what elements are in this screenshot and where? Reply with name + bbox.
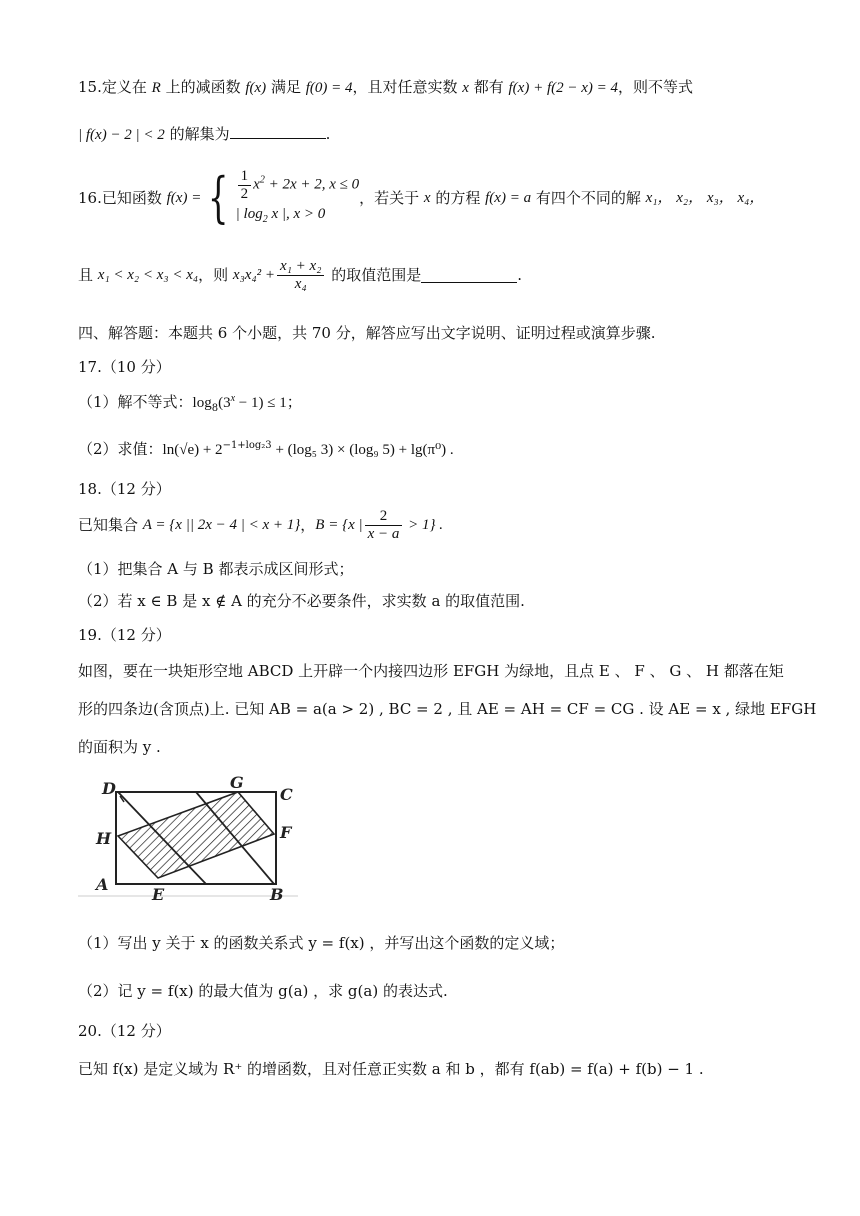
q17-part1: （1）解不等式：$\log_8(3^x - 1) \le 1$； — [78, 393, 302, 414]
q15-line2: | f(x) − 2 | < 2 的解集为 . — [78, 125, 331, 143]
q18-intro: 已知集合 A = {x || 2x − 4 | < x + 1}，B = {x | $\frac{2}{x - a}$ > 1} . — [78, 508, 444, 542]
fraction: $\frac{\text{x₁ + x₂}}{\text{x₄}}$ — [277, 258, 324, 292]
q16-line2: 且 x₁ < x₂ < x₃ < x₄，则 x₃x₄² + $\frac{\text{x₁ + x₂}}{\text{x₄}}$ 的取值范围是 . — [78, 258, 522, 292]
q19-part2: （2）记 y = f(x) 的最大值为 g(a) ，求 g(a) 的表达式. — [78, 982, 448, 1000]
q17-part2: （2）求值：$\ln(√e) + 2^{-1+log_23} + (\log_5$ 3) × (log₉ 5) + lg(π⁰) . — [78, 440, 454, 458]
label-e: E — [152, 885, 165, 904]
label-b: B — [270, 885, 284, 904]
q20-line1: 已知 f(x) 是定义域为 R⁺ 的增函数，且对任意正实数 a 和 b ，都有 f(ab) = f(a) + f(b) − 1 . — [78, 1060, 704, 1078]
section-heading: 四、解答题：本题共 6 个小题，共 70 分，解答应写出文字说明、证明过程或演算步骤. — [78, 324, 656, 342]
label-h: H — [96, 829, 112, 848]
left-brace: { — [208, 166, 229, 229]
q18-header: 18.（12 分） — [78, 480, 171, 498]
q19-line3: 的面积为 y . — [78, 738, 161, 756]
label-c: C — [280, 785, 293, 804]
piecewise-cases: $\frac{1}{2}$ $x^2 + 2x + 2$, x ≤ 0 | $\log_2 x$ |, x > 0 — [235, 168, 360, 225]
q19-header: 19.（12 分） — [78, 626, 171, 644]
answer-blank — [230, 124, 326, 139]
rectangle-diagram — [78, 772, 308, 904]
q20-header: 20.（12 分） — [78, 1022, 171, 1040]
q15-line1: 15.定义在 R 上的减函数 f(x) 满足 f(0) = 4，且对任意实数 x 都有 f(x) + f(2 − x) = 4，则不等式 — [78, 78, 694, 96]
q19-part1: （1）写出 y 关于 x 的函数关系式 y = f(x) ，并写出这个函数的定义域； — [78, 934, 565, 952]
q18-part2: （2）若 x ∈ B 是 x ∉ A 的充分不必要条件，求实数 a 的取值范围. — [78, 592, 525, 610]
label-g: G — [230, 773, 244, 792]
q16-line1: 16.已知函数 f(x) = { $\frac{1}{2}$ $x^2 + 2x + 2$, x ≤ 0 | $\log_2 x$ |, x > 0 ，若关于 x 的方程 f(x) = a 有四个不同的解 x₁， x₂， x₃， x₄， — [78, 166, 765, 229]
label-d: D — [102, 779, 116, 798]
answer-blank — [421, 268, 517, 283]
q18-part1: （1）把集合 A 与 B 都表示成区间形式； — [78, 560, 354, 578]
label-a: A — [96, 875, 109, 894]
q17-header: 17.（10 分） — [78, 358, 171, 376]
label-f: F — [280, 823, 292, 842]
q19-line1: 如图，要在一块矩形空地 ABCD 上开辟一个内接四边形 EFGH 为绿地，且点 E 、 F 、 G 、 H 都落在矩 — [78, 662, 784, 680]
quadrilateral-efgh — [118, 792, 274, 878]
q19-line2: 形的四条边(含顶点)上. 已知 AB = a(a > 2) , BC = 2 , 且 AE = AH = CF = CG . 设 AE = x , 绿地 EFGH — [78, 700, 817, 718]
fraction: $\frac{2}{x - a}$ — [365, 508, 403, 542]
